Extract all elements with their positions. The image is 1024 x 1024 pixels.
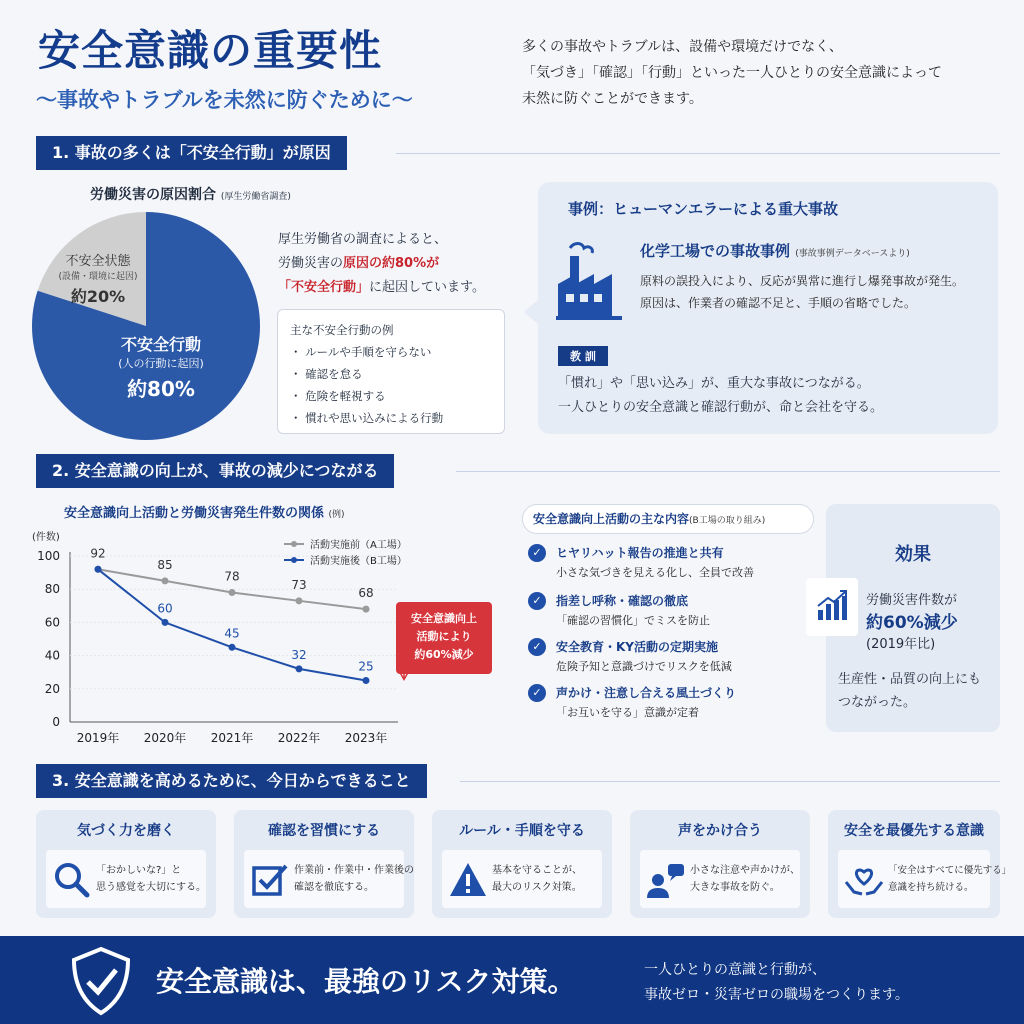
activity-item: ✓ 指差し呼称・確認の徹底 「確認の習慣化」でミスを防止 bbox=[528, 592, 808, 632]
y-tick-label: 0 bbox=[52, 715, 60, 729]
case-title: 事例：ヒューマンエラーによる重大事故 bbox=[568, 200, 839, 218]
data-point bbox=[162, 577, 169, 584]
activities-title: 安全意識向上活動の主な内容(B工場の取り組み) bbox=[522, 504, 814, 534]
accident-line-chart bbox=[28, 522, 408, 746]
checkbox-icon bbox=[250, 860, 290, 900]
y-tick-label: 40 bbox=[44, 648, 60, 663]
y-tick-label: 20 bbox=[44, 681, 60, 696]
check-circle-icon: ✓ bbox=[528, 544, 546, 562]
section1-heading: 1. 事故の多くは「不安全行動」が原因 bbox=[36, 136, 347, 170]
tip-card: 気づく力を磨く 「おかしいな?」と 思う感覚を大切にする。 bbox=[36, 810, 216, 918]
y-tick-label: 100 bbox=[37, 549, 60, 563]
section1-header bbox=[36, 136, 1000, 170]
lesson-badge: 教 訓 bbox=[558, 346, 608, 366]
lesson-text: 「慣れ」や「思い込み」が、重大な事故につながる。 一人ひとりの安全意識と確認行動が、命と会社を守る。 bbox=[558, 376, 884, 415]
activity-item: ✓ ヒヤリハット報告の推進と共有 小さな気づきを見える化し、全員で改善 bbox=[528, 544, 808, 584]
section3-heading: 3. 安全意識を高めるために、今日からできること bbox=[36, 764, 427, 798]
data-label: 73 bbox=[291, 577, 307, 592]
check-circle-icon: ✓ bbox=[528, 592, 546, 610]
tip-card: 声をかけ合う 小さな注意や声かけが、 大きな事故を防ぐ。 bbox=[630, 810, 810, 918]
page-title: 安全意識の重要性 bbox=[38, 26, 383, 75]
check-circle-icon: ✓ bbox=[528, 638, 546, 656]
footer-subtext: 一人ひとりの意識と行動が、 事故ゼロ・災害ゼロの職場をつくります。 bbox=[644, 962, 909, 1003]
data-point bbox=[229, 589, 236, 596]
data-label: 85 bbox=[157, 557, 173, 572]
page-subtitle: 〜事故やトラブルを未然に防ぐために〜 bbox=[36, 88, 413, 112]
intro-text: 多くの事故やトラブルは、設備や環境だけでなく、 「気づき」「確認」「行動」といった一人ひとりの安全意識によって 未然に防ぐことができます。 bbox=[522, 39, 942, 107]
case-subtitle: 化学工場での事故事例 (事故事例データベースより) bbox=[640, 242, 910, 260]
x-tick-label: 2023年 bbox=[344, 731, 388, 745]
unsafe-act-examples: 主な不安全行動の例 ・ ルールや手順を守らない ・ 確認を怠る ・ 危険を軽視する ・ 慣れや思い込みによる行動 bbox=[277, 309, 505, 434]
data-point bbox=[95, 566, 102, 573]
cause-pie-chart bbox=[30, 210, 262, 442]
legend-entry: 活動実施後（B工場） bbox=[310, 556, 407, 567]
data-label: 32 bbox=[291, 647, 307, 662]
reduction-callout: 安全意識向上 活動により 約60%減少 bbox=[396, 602, 492, 674]
x-tick-label: 2021年 bbox=[210, 731, 254, 745]
pie-label-unsafe-state: 不安全状態 (設備・環境に起因) 約20% bbox=[58, 254, 138, 306]
magnifier-icon bbox=[52, 860, 92, 900]
line-chart-title: 安全意識向上活動と労働災害発生件数の関係 (例) bbox=[64, 506, 345, 521]
data-point bbox=[363, 677, 370, 684]
data-point bbox=[229, 644, 236, 651]
activity-item: ✓ 声かけ・注意し合える風土づくり 「お互いを守る」意識が定着 bbox=[528, 684, 808, 724]
effect-bottom-text: 生産性・品質の向上にも つながった。 bbox=[838, 672, 982, 710]
growth-chart-icon bbox=[814, 588, 850, 624]
tip-card: 安全を最優先する意識 「安全はすべてに優先する」 意識を持ち続ける。 bbox=[828, 810, 1000, 918]
data-label: 78 bbox=[224, 569, 240, 584]
legend-entry: 活動実施前（A工場） bbox=[310, 540, 407, 551]
tip-card: ルール・手順を守る 基本を守ることが、 最大のリスク対策。 bbox=[432, 810, 612, 918]
y-tick-label: 60 bbox=[44, 615, 60, 630]
activity-item: ✓ 安全教育・KY活動の定期実施 危険予知と意識づけでリスクを低減 bbox=[528, 638, 808, 678]
tip-card: 確認を習慣にする 作業前・作業中・作業後の 確認を徹底する。 bbox=[234, 810, 414, 918]
pie-label-unsafe-act: 不安全行動 (人の行動に起因) 約80% bbox=[118, 335, 204, 401]
warning-icon bbox=[448, 860, 488, 900]
case-description: 原料の誤投入により、反応が異常に進行し爆発事故が発生。 原因は、作業者の確認不足と、手順の省略でした。 bbox=[640, 274, 965, 310]
heart-hands-icon bbox=[844, 860, 884, 900]
data-label: 25 bbox=[358, 659, 374, 674]
x-tick-label: 2020年 bbox=[143, 731, 187, 745]
x-tick-label: 2022年 bbox=[277, 731, 321, 745]
effect-text: 労働災害件数が 約60%減少 (2019年比) bbox=[866, 593, 958, 652]
y-tick-label: 80 bbox=[44, 582, 60, 597]
check-circle-icon: ✓ bbox=[528, 684, 546, 702]
data-point bbox=[162, 619, 169, 626]
data-label: 92 bbox=[90, 546, 106, 561]
data-label: 60 bbox=[157, 601, 173, 616]
y-axis-label: (件数) bbox=[32, 532, 60, 543]
data-point bbox=[363, 606, 370, 613]
data-point bbox=[296, 665, 303, 672]
section3-header bbox=[36, 764, 1000, 798]
effect-title: 効果 bbox=[895, 544, 931, 565]
data-point bbox=[296, 597, 303, 604]
section2-header bbox=[36, 454, 1000, 488]
series-line bbox=[98, 569, 366, 680]
pie-chart-title: 労働災害の原因割合 (厚生労働省調査) bbox=[90, 187, 291, 203]
x-tick-label: 2019年 bbox=[76, 731, 120, 745]
shield-check-icon bbox=[68, 946, 134, 1016]
data-label: 68 bbox=[358, 586, 374, 601]
factory-icon bbox=[556, 240, 626, 322]
section2-heading: 2. 安全意識の向上が、事故の減少につながる bbox=[36, 454, 394, 488]
people-talk-icon bbox=[646, 860, 686, 900]
data-label: 45 bbox=[224, 626, 240, 641]
cause-explanation: 厚生労働省の調査によると、 労働災害の原因の約80%が 「不安全行動」に起因しています。 bbox=[278, 232, 485, 295]
footer-slogan: 安全意識は、最強のリスク対策。 bbox=[156, 965, 576, 998]
